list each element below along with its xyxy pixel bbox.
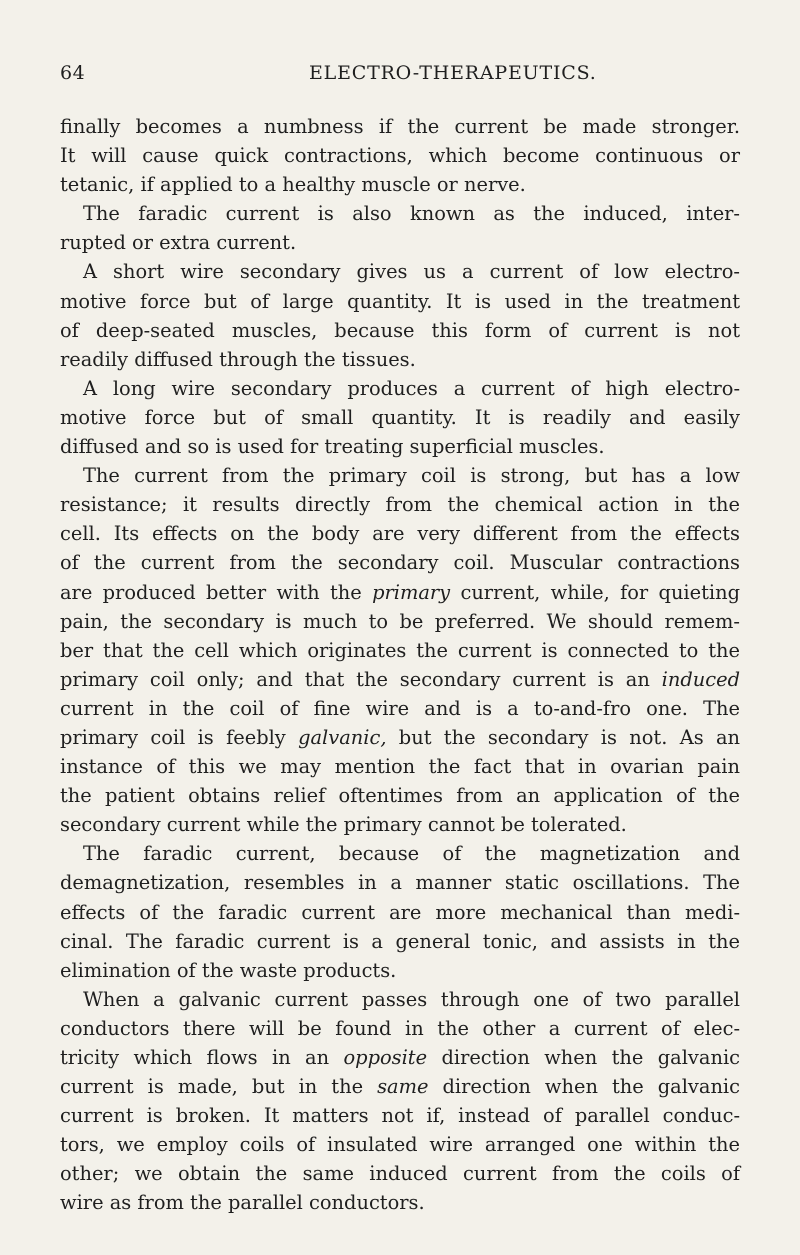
text-line: of deep-seated muscles, because this form of current is not bbox=[60, 318, 740, 342]
text-line: primary coil only; and that the secondary current is an induced bbox=[60, 667, 740, 691]
body-text bbox=[60, 112, 740, 1218]
emphasis-word: same bbox=[377, 1075, 429, 1099]
text-line: The faradic current is also known as the induced, inter- bbox=[83, 202, 740, 226]
text-line: primary coil is feebly galvanic, but the secondary is not. As an bbox=[60, 725, 741, 749]
emphasis-word: primary bbox=[372, 580, 451, 604]
text-line: rupted or extra current. bbox=[60, 231, 297, 255]
text-line: motive force but of small quantity. It is readily and easily bbox=[60, 405, 740, 429]
text-line: pain, the secondary is much to be preferred. We should remem- bbox=[60, 609, 740, 633]
text-line: The current from the primary coil is strong, but has a low bbox=[83, 464, 740, 488]
text-line: elimination of the waste products. bbox=[60, 958, 397, 982]
text-line: readily diffused through the tissues. bbox=[60, 347, 416, 371]
text-line: finally becomes a numbness if the current be made stronger. bbox=[60, 115, 740, 138]
text-line: resistance; it results directly from the chemical action in the bbox=[60, 493, 740, 517]
text-line: cell. Its effects on the body are very different from the effects bbox=[60, 522, 740, 546]
text-line: demagnetization, resembles in a manner static oscillations. The bbox=[60, 871, 740, 895]
text-line: wire as from the parallel conductors. bbox=[60, 1191, 425, 1215]
text-line: A short wire secondary gives us a current of low electro- bbox=[83, 260, 740, 284]
text-line: secondary current while the primary cannot be tolerated. bbox=[60, 813, 627, 837]
text-line: instance of this we may mention the fact that in ovarian pain bbox=[60, 755, 740, 779]
text-line: tors, we employ coils of insulated wire arranged one within the bbox=[60, 1133, 740, 1157]
text-line: current in the coil of fine wire and is a to-and-fro one. The bbox=[60, 696, 740, 720]
text-line: other; we obtain the same induced current from the coils of bbox=[60, 1162, 740, 1186]
text-line: are produced better with the primary current, while, for quieting bbox=[60, 580, 741, 604]
running-head: ELECTRO-THERAPEUTICS. bbox=[309, 62, 597, 84]
text-line: When a galvanic current passes through one of two parallel bbox=[83, 987, 740, 1011]
text-line: It will cause quick contractions, which become continuous or bbox=[60, 144, 740, 168]
text-line: tetanic, if applied to a healthy muscle or nerve. bbox=[60, 173, 526, 197]
text-line: motive force but of large quantity. It is used in the treatment bbox=[60, 289, 740, 313]
text-line: of the current from the secondary coil. Muscular contractions bbox=[60, 551, 740, 575]
text-line: ber that the cell which originates the current is connected to the bbox=[60, 638, 740, 662]
text-line: The faradic current, because of the magnetization and bbox=[83, 842, 740, 866]
text-line: current is broken. It matters not if, instead of parallel conduc- bbox=[60, 1104, 740, 1128]
text-line: cinal. The faradic current is a general tonic, and assists in the bbox=[60, 929, 740, 953]
page-number: 64 bbox=[60, 62, 86, 84]
emphasis-word: galvanic, bbox=[298, 725, 387, 749]
text-line: tricity which flows in an opposite direction when the galvanic bbox=[60, 1046, 741, 1069]
text-line: current is made, but in the same direction when the galvanic bbox=[60, 1075, 740, 1099]
text-line: A long wire secondary produces a current of high electro- bbox=[83, 376, 740, 400]
emphasis-word: induced bbox=[661, 667, 740, 691]
emphasis-word: opposite bbox=[343, 1046, 428, 1069]
text-line: conductors there will be found in the other a current of elec- bbox=[60, 1016, 740, 1040]
text-line: the patient obtains relief oftentimes from an application of the bbox=[60, 784, 740, 808]
page-header bbox=[60, 62, 740, 90]
text-line: diffused and so is used for treating superficial muscles. bbox=[60, 435, 605, 459]
text-line: effects of the faradic current are more mechanical than medi- bbox=[60, 900, 740, 924]
